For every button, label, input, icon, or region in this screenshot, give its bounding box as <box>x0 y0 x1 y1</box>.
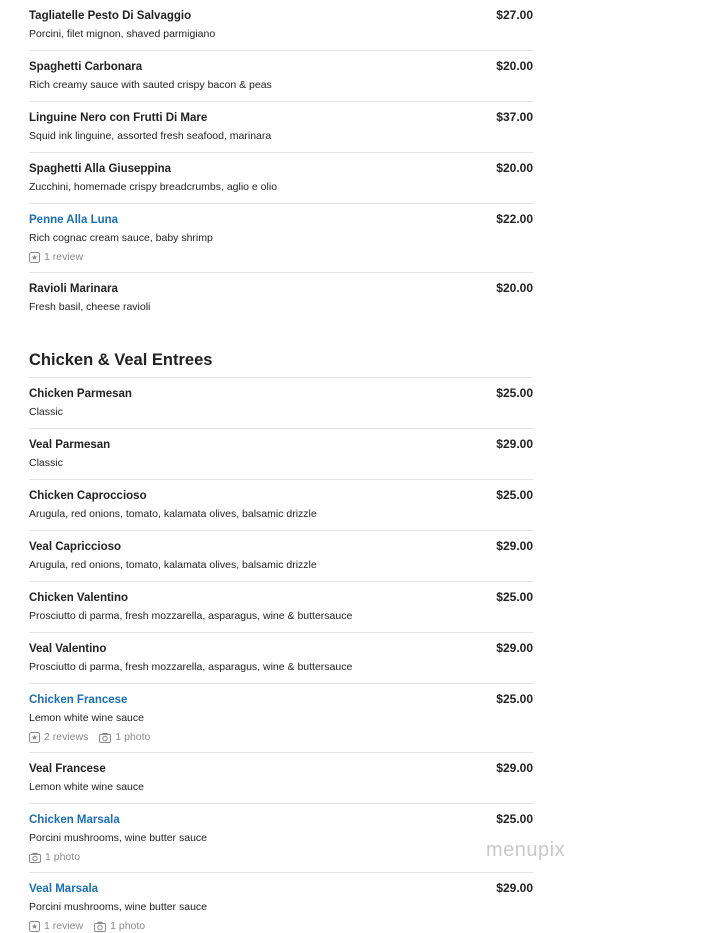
reviews-count: 2 reviews <box>44 731 89 743</box>
item-price: $29.00 <box>496 437 533 451</box>
item-price: $29.00 <box>496 881 533 895</box>
item-price: $22.00 <box>496 212 533 226</box>
item-name: Veal Valentino <box>29 643 107 655</box>
menu-item <box>29 480 533 531</box>
menu-item <box>29 153 533 204</box>
item-name: Spaghetti Carbonara <box>29 61 143 73</box>
item-name: Chicken Caproccioso <box>29 490 147 502</box>
item-name: Spaghetti Alla Giuseppina <box>29 163 172 175</box>
camera-icon <box>29 852 41 863</box>
item-meta <box>29 920 533 933</box>
item-price: $37.00 <box>496 110 533 124</box>
item-price: $25.00 <box>496 386 533 400</box>
item-price: $29.00 <box>496 761 533 775</box>
menu-item <box>29 273 533 323</box>
item-description: Lemon white wine sauce <box>29 781 144 793</box>
menu-item <box>29 753 533 804</box>
item-name: Ravioli Marinara <box>29 283 118 295</box>
menu-item <box>29 102 533 153</box>
reviews-count: 1 review <box>44 920 84 932</box>
item-name: Chicken Parmesan <box>29 388 132 400</box>
item-description: Lemon white wine sauce <box>29 712 144 724</box>
reviews-count: 1 review <box>44 251 84 263</box>
item-name-link[interactable]: Chicken Marsala <box>29 814 120 826</box>
item-price: $25.00 <box>496 812 533 826</box>
item-name-link[interactable]: Penne Alla Luna <box>29 214 119 226</box>
menu-item <box>29 873 533 933</box>
photos-count: 1 photo <box>45 851 81 863</box>
item-name-link[interactable]: Veal Marsala <box>29 883 99 895</box>
photos-count: 1 photo <box>115 731 151 743</box>
item-name: Veal Francese <box>29 763 106 775</box>
menu-item <box>29 0 533 51</box>
section-title: Chicken & Veal Entrees <box>29 323 533 378</box>
camera-icon <box>94 921 106 932</box>
photos-link[interactable] <box>94 920 145 933</box>
item-description: Zucchini, homemade crispy breadcrumbs, aglio e olio <box>29 181 278 193</box>
item-price: $25.00 <box>496 692 533 706</box>
item-description: Arugula, red onions, tomato, kalamata olives, balsamic drizzle <box>29 508 317 520</box>
review-icon <box>29 732 40 743</box>
item-description: Porcini mushrooms, wine butter sauce <box>29 901 207 913</box>
reviews-link[interactable] <box>29 920 83 933</box>
item-name: Chicken Valentino <box>29 592 129 604</box>
menu-item <box>29 429 533 480</box>
reviews-link[interactable] <box>29 731 88 744</box>
item-price: $20.00 <box>496 161 533 175</box>
menu-item <box>29 51 533 102</box>
item-description: Porcini mushrooms, wine butter sauce <box>29 832 207 844</box>
item-name: Tagliatelle Pesto Di Salvaggio <box>29 10 192 22</box>
item-price: $27.00 <box>496 8 533 22</box>
menu-item <box>29 804 533 873</box>
item-meta <box>29 251 533 272</box>
item-meta <box>29 731 533 752</box>
reviews-link[interactable] <box>29 251 83 264</box>
watermark-logo: menupix <box>486 839 566 861</box>
item-name: Veal Capriccioso <box>29 541 122 553</box>
photos-link[interactable] <box>29 851 80 864</box>
item-price: $20.00 <box>496 281 533 295</box>
item-price: $29.00 <box>496 539 533 553</box>
item-description: Rich creamy sauce with sauted crispy bacon & peas <box>29 79 272 91</box>
item-price: $25.00 <box>496 590 533 604</box>
item-meta <box>29 851 533 872</box>
item-name-link[interactable]: Chicken Francese <box>29 694 128 706</box>
camera-icon <box>99 732 111 743</box>
menu-item <box>29 582 533 633</box>
item-description: Classic <box>29 457 63 469</box>
item-description: Arugula, red onions, tomato, kalamata olives, balsamic drizzle <box>29 559 317 571</box>
menu-item <box>29 378 533 429</box>
menu-item <box>29 684 533 753</box>
item-description: Prosciutto di parma, fresh mozzarella, asparagus, wine & buttersauce <box>29 661 353 673</box>
menu-item <box>29 531 533 582</box>
review-icon <box>29 252 40 263</box>
item-price: $25.00 <box>496 488 533 502</box>
item-description: Porcini, filet mignon, shaved parmigiano <box>29 28 216 40</box>
photos-link[interactable] <box>99 731 150 744</box>
item-price: $20.00 <box>496 59 533 73</box>
item-description: Prosciutto di parma, fresh mozzarella, asparagus, wine & buttersauce <box>29 610 353 622</box>
item-price: $29.00 <box>496 641 533 655</box>
photos-count: 1 photo <box>110 920 146 932</box>
item-description: Classic <box>29 406 63 418</box>
item-name: Veal Parmesan <box>29 439 111 451</box>
menu-list <box>29 0 533 933</box>
menu-item <box>29 633 533 684</box>
item-description: Fresh basil, cheese ravioli <box>29 301 151 313</box>
item-name: Linguine Nero con Frutti Di Mare <box>29 112 208 124</box>
review-icon <box>29 921 40 932</box>
menu-item <box>29 204 533 273</box>
item-description: Rich cognac cream sauce, baby shrimp <box>29 232 213 244</box>
item-description: Squid ink linguine, assorted fresh seafood, marinara <box>29 130 272 142</box>
